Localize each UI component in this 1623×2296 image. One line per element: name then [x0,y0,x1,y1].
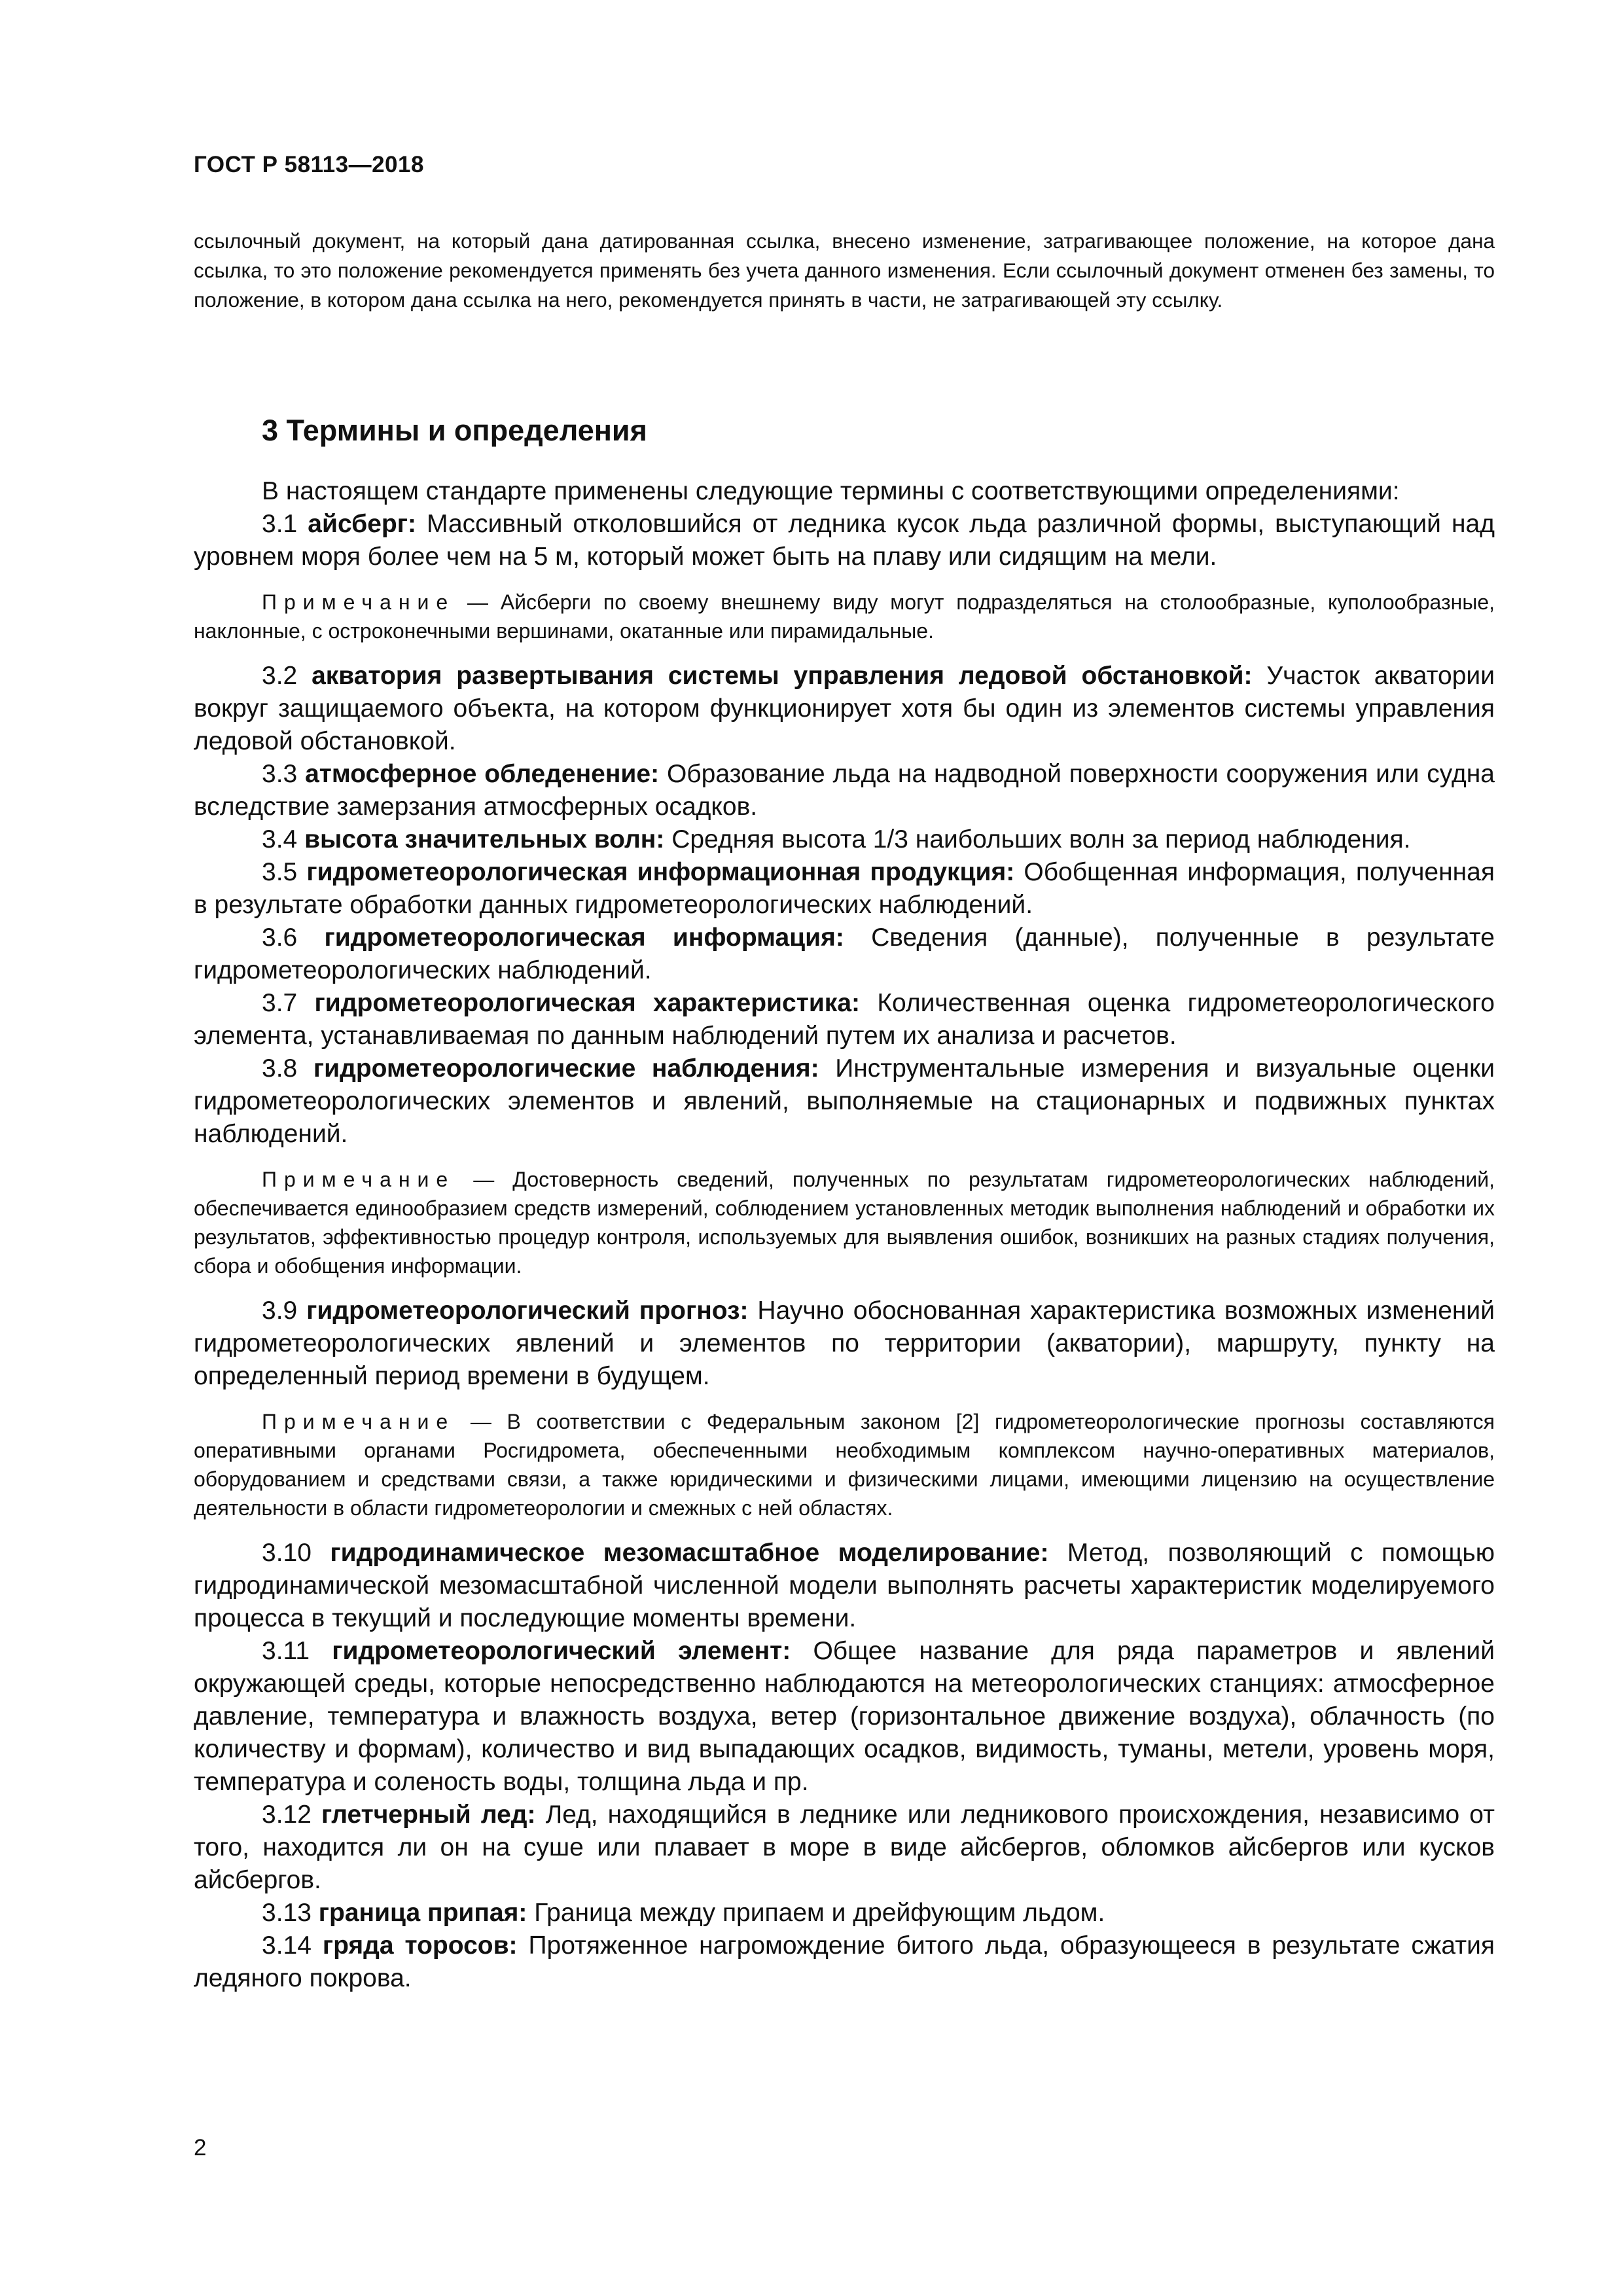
term-definition: Массивный отколовшийся от ледника кусок льда различной формы, выступающий над уровнем моря более чем на 5 м, который может быть на плаву или сидящим на мели. [194,510,1495,571]
term-number: 3.2 [262,662,298,690]
note: Примечание — Айсберги по своему внешнему виду могут подразделяться на столообразные, куполообразные, наклонные, с остроконечными вершинами, окатанные или пирамидальные. [194,590,1495,643]
term-name: глетчерный лед: [321,1801,536,1829]
term-number: 3.14 [262,1931,312,1960]
note-text: В соответствии с Федеральным законом [2] гидрометеорологические прогнозы составляются оперативными органами Росгидромета, обеспеченными необходимым комплексом научно-оперативных материалов, оборудованием и средствами связи, а также юридическими и физическими лицами, имеющими лицензию на осуществление деятельности в области гидрометеорологии и смежных с ней областях. [194,1410,1495,1520]
term-name: гидрометеорологический элемент: [332,1637,791,1665]
term-name: гидрометеорологическая информационная продукция: [306,858,1015,886]
term-number: 3.3 [262,760,298,788]
term-entry [194,660,1495,758]
term-definition: Метод, позволяющий с помощью гидродинамической мезомасштабной численной модели выполнять расчеты характеристик моделируемого процесса в текущий и последующие моменты времени. [194,1539,1495,1632]
term-definition: Участок акватории вокруг защищаемого объекта, на котором функционирует хотя бы один из элементов системы управления ледовой обстановкой. [194,662,1495,755]
term-definition: Образование льда на надводной поверхности сооружения или судна вследствие замерзания атмосферных осадков. [194,760,1495,821]
term-name: высота значительных волн: [304,825,665,853]
note-text: Айсберги по своему внешнему виду могут подразделяться на столообразные, куполообразные, наклонные, с остроконечными вершинами, окатанные или пирамидальные. [194,590,1495,643]
term-entry [194,1635,1495,1799]
term-entry [194,1052,1495,1151]
note-label: Примечание [262,1410,455,1433]
term-number: 3.1 [262,510,298,538]
section-body [194,475,1495,1995]
term-name: айсберг: [308,510,416,538]
term-number: 3.13 [262,1899,312,1927]
note: Примечание — Достоверность сведений, полученных по результатам гидрометеорологических наблюдений, обеспечивается единообразием средств измерений, соблюдением установленных методик выполнения наблюдений и обработки их результатов, эффективностью процедур контроля, используемых для выявления ошибок, возникших на разных стадиях получения, сбора и обобщения информации. [194,1168,1495,1278]
term-number: 3.7 [262,989,298,1017]
term-entry [194,1295,1495,1393]
term-name: гидродинамическое мезомасштабное моделирование: [330,1539,1049,1567]
intro-paragraph: ссылочный документ, на который дана датированная ссылка, внесено изменение, затрагивающее положение, на которое дана ссылка, то это положение рекомендуется применять без учета данного изменения. Если ссылочный документ отменен без замены, то положение, в котором дана ссылка на него, рекомендуется принять в части, не затрагивающей эту ссылку. [194,229,1495,312]
term-name: гидрометеорологический прогноз: [306,1297,749,1325]
term-number: 3.9 [262,1297,298,1325]
term-number: 3.12 [262,1801,312,1829]
term-number: 3.8 [262,1054,298,1083]
term-definition: Инструментальные измерения и визуальные оценки гидрометеорологических элементов и явлений, выполняемые на стационарных и подвижных пунктах наблюдений. [194,1054,1495,1148]
term-name: граница припая: [318,1899,527,1927]
term-entry [194,823,1495,856]
term-name: гидрометеорологические наблюдения: [313,1054,819,1083]
note-text: Достоверность сведений, полученных по результатам гидрометеорологических наблюдений, обеспечивается единообразием средств измерений, соблюдением установленных методик выполнения наблюдений и обработки их результатов, эффективностью процедур контроля, используемых для выявления ошибок, возникших на разных стадиях получения, сбора и обобщения информации. [194,1168,1495,1278]
term-definition: Научно обоснованная характеристика возможных изменений гидрометеорологических явлений и элементов по территории (акватории), маршруту, пункту на определенный период времени в будущем. [194,1297,1495,1390]
term-number: 3.4 [262,825,298,853]
term-name: акватория развертывания системы управления ледовой обстановкой: [312,662,1253,690]
term-number: 3.11 [262,1637,310,1665]
term-number: 3.6 [262,924,298,952]
term-entry [194,508,1495,573]
term-name: гидрометеорологическая информация: [324,924,844,952]
term-entry [194,1799,1495,1897]
term-definition: Количественная оценка гидрометеорологического элемента, устанавливаемая по данным наблюдений путем их анализа и расчетов. [194,989,1495,1050]
term-number: 3.5 [262,858,298,886]
term-entry [194,758,1495,823]
term-entry [194,987,1495,1052]
term-entry [194,856,1495,922]
term-name: гидрометеорологическая характеристика: [314,989,860,1017]
note: Примечание — В соответствии с Федеральным законом [2] гидрометеорологические прогнозы составляются оперативными органами Росгидромета, обеспеченными необходимым комплексом научно-оперативных материалов, оборудованием и средствами связи, а также юридическими и физическими лицами, имеющими лицензию на осуществление деятельности в области гидрометеорологии и смежных с ней областях. [194,1410,1495,1520]
term-definition: Сведения (данные), полученные в результате гидрометеорологических наблюдений. [194,924,1495,984]
term-number: 3.10 [262,1539,312,1567]
note-label: Примечание [262,590,455,614]
term-definition: Общее название для ряда параметров и явлений окружающей среды, которые непосредственно наблюдаются на метеорологических станциях: атмосферное давление, температура и влажность воздуха, ветер (горизонтальное движение воздуха), облачность (по количеству и формам), количество и вид выпадающих осадков, видимость, туманы, метели, уровень моря, температура и соленость воды, толщина льда и пр. [194,1637,1495,1796]
section-title: 3 Термины и определения [262,414,647,447]
document-header: ГОСТ Р 58113—2018 [194,152,424,177]
term-entry [194,1929,1495,1995]
section-lead: В настоящем стандарте применены следующие термины с соответствующими определениями: [262,477,1400,505]
term-name: атмосферное обледенение: [305,760,660,788]
term-entry [194,922,1495,987]
term-name: гряда торосов: [322,1931,518,1960]
term-definition: Лед, находящийся в леднике или ледникового происхождения, независимо от того, находится ли он на суше или плавает в море в виде айсбергов, обломков айсбергов или кусков айсбергов. [194,1801,1495,1894]
page-number: 2 [194,2135,207,2161]
note-label: Примечание [262,1168,455,1191]
term-definition: Граница между припаем и дрейфующим льдом. [534,1899,1105,1927]
term-entry [194,1537,1495,1635]
term-definition: Обобщенная информация, полученная в результате обработки данных гидрометеорологических наблюдений. [194,858,1495,919]
term-definition: Средняя высота 1/3 наибольших волн за период наблюдения. [671,825,1411,853]
document-page [194,0,1495,2296]
term-definition: Протяженное нагромождение битого льда, образующееся в результате сжатия ледяного покрова. [194,1931,1495,1992]
term-entry [194,1897,1495,1929]
